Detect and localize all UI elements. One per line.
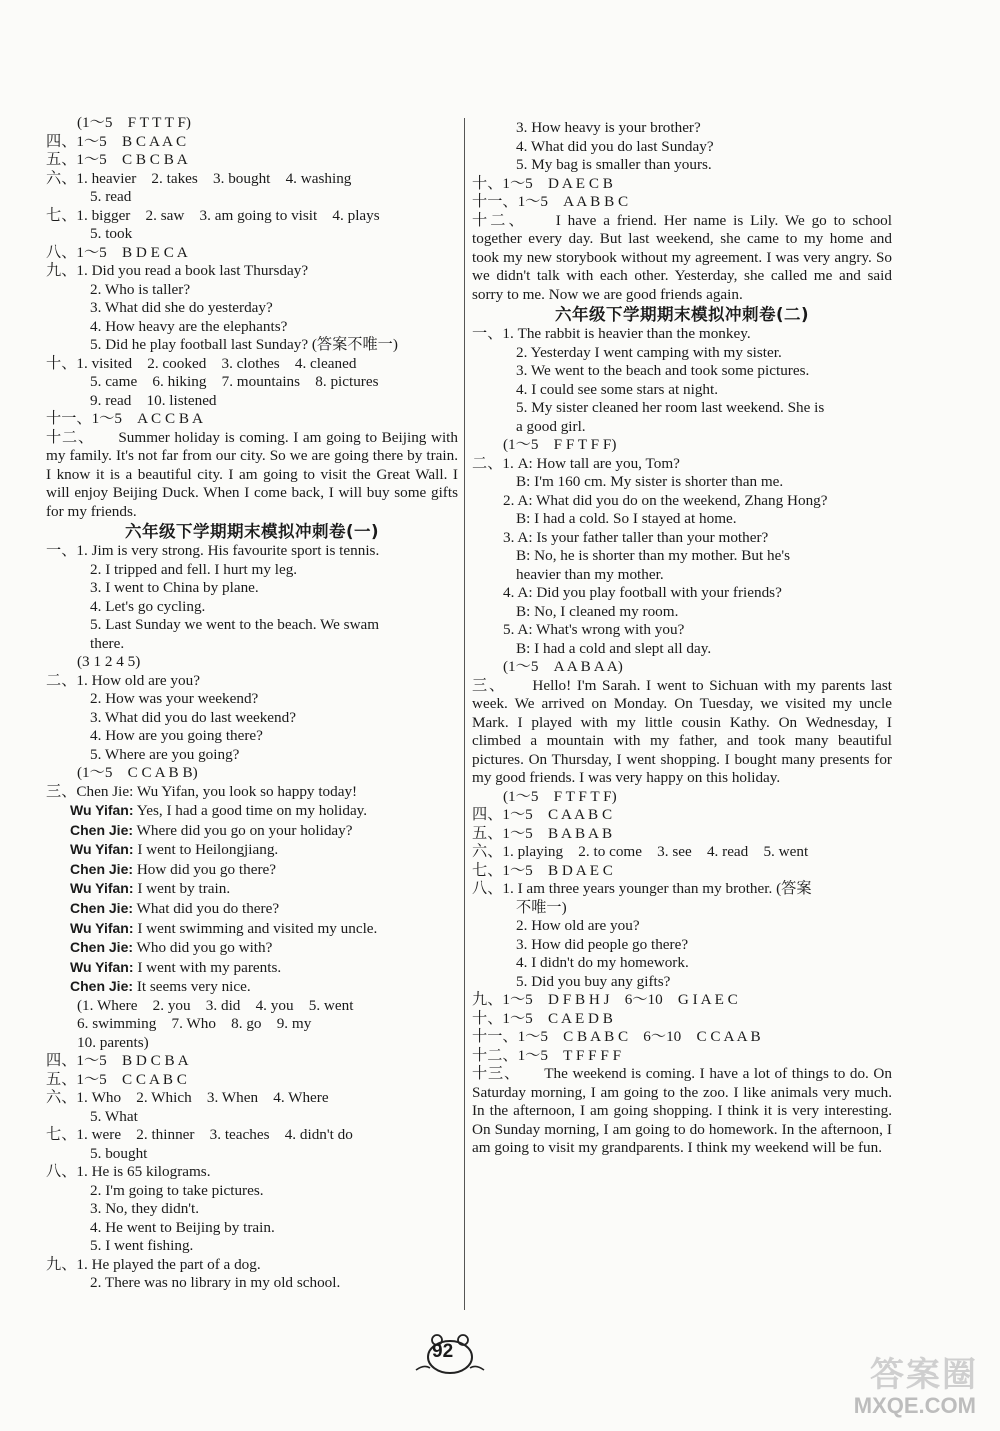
answer-line: 2. How was your weekend? [90,690,259,707]
speaker-name: Wu Yifan: [70,919,134,936]
answer-line: 九、1. Did you read a book last Thursday? [46,262,309,279]
answer-line: Chen Jie: How did you go there? [70,860,276,878]
answer-line: Chen Jie: Who did you go with? [70,939,273,957]
column-divider [464,118,465,1310]
answer-line: (1～5 F T T T F) [77,114,191,131]
answer-line: 九、1. He played the part of a dog. [46,1255,261,1273]
answer-line: 4. How heavy are the elephants? [90,317,288,335]
answer-line: 五、1～5 C B C B A [46,151,188,168]
right-column [472,119,892,1158]
page-number: 92 [432,1341,454,1362]
answer-line: 十二、 I have a friend. Her name is Lily. We go to school together every day. But last weekend, she came to my home and took my new storybook without my agreement. I was very angry. So we didn't talk with each other. Yesterday, she called me and said sorry to me. Now we are good friends again. [472,211,892,303]
answer-line: 十二、 Summer holiday is coming. I am going to Beijing with my family. It's not far from our city. So we are going there by train. I know it is a beautiful city. I am going to visit the Great Wall. I will enjoy Beijing Duck. When I come back, I will buy some gifts for my friends. [46,428,458,520]
answer-line: 6. swimming 7. Who 8. go 9. my [77,1015,312,1033]
answer-line: 4. A: Did you play football with your friends? [503,584,782,601]
answer-line: 5. took [90,225,133,242]
answer-line: Wu Yifan: I went by train. [70,880,231,898]
answer-line: 三、 Hello! I'm Sarah. I went to Sichuan with my parents last week. We arrived on Monday. On Tuesday, we visited my uncle Mark. I played with my little cousin Kathy. On Wednesday, I climbed a mountain with my father, and took many beautiful pictures. On Thursday, I went shopping. I bought many presents for my good friends. I was very happy on this holiday. [472,676,892,786]
answer-line: 2. I'm going to take pictures. [90,1181,264,1199]
answer-line: 5. I went fishing. [90,1237,194,1255]
answer-line: 5. My sister cleaned her room last weekend. She is [516,399,825,416]
answer-line: 3. A: Is your father taller than your mother? [503,528,769,546]
section-title: 六年级下学期期末模拟冲刺卷(一) [124,522,380,541]
answer-line: 九、1～5 D F B H J 6～10 G I A E C [472,991,738,1008]
answer-line: 5. Did you buy any gifts? [516,972,671,990]
answer-line: (1～5 C C A B B) [77,764,198,781]
answer-line: 六、1. heavier 2. takes 3. bought 4. washing [46,169,352,187]
answer-line: 5. My bag is smaller than yours. [516,156,712,173]
section-title: 六年级下学期期末模拟冲刺卷(二) [554,305,810,324]
answer-line: 二、1. A: How tall are you, Tom? [472,454,680,472]
answer-line: 4. I could see some stars at night. [516,380,719,398]
answer-line: 四、1～5 C A A B C [472,806,613,823]
answer-line: 4. What did you do last Sunday? [516,137,714,155]
answer-line: 十一、1～5 A C C B A [46,410,203,427]
answer-line: 3. What did you do last weekend? [90,708,296,726]
answer-line: a good girl. [516,417,586,435]
answer-line: 四、1～5 B C A A C [46,132,187,150]
answer-line: 五、1～5 B A B A B [472,824,613,842]
answer-line: 4. I didn't do my homework. [516,954,689,971]
answer-line: 一、1. The rabbit is heavier than the monkey. [472,325,751,342]
speaker-name: Chen Jie: [70,978,134,995]
answer-line: Wu Yifan: I went with my parents. [70,958,282,976]
speaker-name: Chen Jie: [70,860,134,877]
answer-line: 3. We went to the beach and took some pictures. [516,362,810,379]
answer-line: 5. Last Sunday we went to the beach. We swam [90,616,380,633]
answer-line: 5. came 6. hiking 7. mountains 8. pictures [90,373,379,390]
answer-line: (1～5 F T F T F) [503,787,617,805]
answer-line: Wu Yifan: I went swimming and visited my uncle. [70,919,378,937]
answer-line: 八、1. I am three years younger than my brother. (答案 [472,880,812,897]
answer-line: 一、1. Jim is very strong. His favourite sport is tennis. [46,542,380,559]
answer-line: 4. Let's go cycling. [90,597,206,615]
answer-line: 七、1. bigger 2. saw 3. am going to visit 4. plays [46,206,380,224]
watermark-cn: 答案圈 [870,1355,978,1395]
answer-line: Chen Jie: It seems very nice. [70,978,251,996]
answer-line: B: I had a cold and slept all day. [516,639,712,657]
speaker-name: Wu Yifan: [70,841,134,858]
answer-line: 2. A: What did you do on the weekend, Zhang Hong? [503,491,828,509]
answer-line: 3. How heavy is your brother? [516,119,701,136]
answer-line: 3. I went to China by plane. [90,579,259,596]
answer-line: 5. What [90,1107,138,1125]
page-number-badge [410,1330,490,1380]
answer-line: 5. bought [90,1144,148,1162]
watermark [814,1347,982,1421]
answer-line: 十、1～5 D A E C B [472,174,613,192]
answer-line: 2. Yesterday I went camping with my sister. [516,343,782,361]
answer-line: 二、1. How old are you? [46,671,200,689]
answer-line: 5. Did he play football last Sunday? (答案不唯一) [90,336,398,353]
answer-line: 3. How did people go there? [516,935,689,953]
answer-line: 八、1. He is 65 kilograms. [46,1163,211,1181]
answer-line: 4. He went to Beijing by train. [90,1218,275,1236]
speaker-name: Chen Jie: [70,821,134,838]
answer-line: there. [90,634,125,652]
answer-line: 十二、1～5 T F F F F [472,1046,622,1064]
answer-line: 十、1～5 C A E D B [472,1009,613,1027]
answer-line: 三、Chen Jie: Wu Yifan, you look so happy today! [46,782,358,800]
answer-line: 十、1. visited 2. cooked 3. clothes 4. cleaned [46,354,357,372]
speaker-name: Chen Jie: [70,899,134,916]
answer-line: Wu Yifan: I went to Heilongjiang. [70,841,279,859]
answer-line: 2. There was no library in my old school. [90,1274,341,1292]
speaker-name: Wu Yifan: [70,958,134,975]
answer-line: B: No, he is shorter than my mother. But he's [516,547,790,564]
answer-line: (1～5 A A B A A) [503,658,623,675]
answer-line: 3. No, they didn't. [90,1200,200,1218]
answer-line: 十三、 The weekend is coming. I have a lot of things to do. On Saturday morning, I am going to the zoo. I like animals very much. In the afternoon, I am going shopping. I think it is very interesting. On Sunday morning, I am going to do homework. In the afternoon, I am going to visit my grandparents. I think my weekend will be fun. [472,1065,892,1156]
answer-line: 十一、1～5 A A B B C [472,193,629,210]
answer-line: 2. Who is taller? [90,280,191,298]
answer-line: 七、1～5 B D A E C [472,861,613,879]
answer-line: (3 1 2 4 5) [77,653,141,670]
speaker-name: Wu Yifan: [70,802,134,818]
speaker-name: Wu Yifan: [70,880,134,897]
answer-line: 十一、1～5 C B A B C 6～10 C C A A B [472,1028,761,1045]
speaker-name: Chen Jie: [70,939,134,956]
answer-line: 四、1～5 B D C B A [46,1052,189,1070]
left-column [46,114,458,1293]
answer-line: Wu Yifan: Yes, I had a good time on my holiday. [70,802,368,819]
answer-line: (1～5 F F T F F) [503,436,617,453]
answer-line: 5. Where are you going? [90,745,240,763]
watermark-en: MXQE.COM [853,1393,976,1418]
answer-line: 2. How old are you? [516,917,640,934]
answer-line: 4. How are you going there? [90,727,263,744]
answer-line: 3. What did she do yesterday? [90,299,273,316]
answer-line: B: I'm 160 cm. My sister is shorter than me. [516,473,784,490]
answer-line: heavier than my mother. [516,565,664,583]
answer-line: 不唯一) [516,898,567,916]
answer-line: Chen Jie: Where did you go on your holiday? [70,821,353,839]
answer-line: 六、1. playing 2. to come 3. see 4. read 5. went [472,843,809,860]
answer-line: 七、1. were 2. thinner 3. teaches 4. didn't do [46,1126,353,1144]
answer-line: 六、1. Who 2. Which 3. When 4. Where [46,1089,329,1107]
answer-line: 八、1～5 B D E C A [46,243,188,261]
answer-line: 10. parents) [77,1033,149,1051]
answer-line: 9. read 10. listened [90,391,217,409]
answer-line: Chen Jie: What did you do there? [70,899,280,917]
answer-line: 2. I tripped and fell. I hurt my leg. [90,560,298,578]
answer-line: 五、1～5 C C A B C [46,1070,187,1088]
answer-line: 5. read [90,188,132,205]
answer-line: (1. Where 2. you 3. did 4. you 5. went [77,996,354,1014]
answer-line: B: No, I cleaned my room. [516,602,679,620]
answer-line: 5. A: What's wrong with you? [503,621,685,638]
answer-line: B: I had a cold. So I stayed at home. [516,510,737,527]
